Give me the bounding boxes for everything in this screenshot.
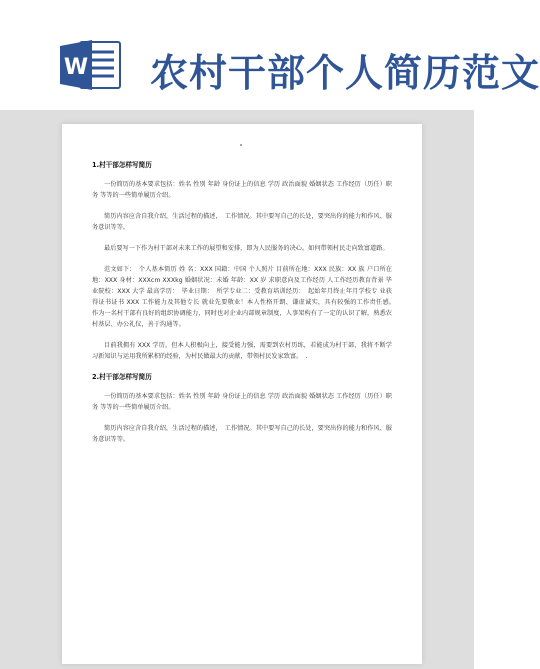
banner: [0, 0, 540, 110]
word-document-icon: [60, 40, 122, 90]
paragraph: 简历内容应含自我介绍，生活过程的描述， 工作情况。其中要写自己的长处，要突出你的能力和作风、服务意识等等。: [92, 425, 392, 443]
section-2: [92, 372, 392, 445]
decorative-dot: [240, 144, 242, 146]
document-page: [62, 124, 422, 664]
document-preview-area: [0, 110, 474, 669]
banner-title: 农村干部个人简历范文: [150, 50, 540, 95]
section-heading: 2.村干部怎样写简历: [92, 373, 152, 381]
paragraph: 一份简历的基本要求包括：姓名 性别 年龄 身份证上的信息 学历 政治面貌 婚姻状态 工作经历（历任）职务 等等的一些简单履历介绍。: [92, 181, 392, 199]
paragraph: 简历内容应含自我介绍，生活过程的描述， 工作情况。其中要写自己的长处，要突出你的能力和作风、服务意识等等。: [92, 213, 392, 231]
paragraph: 一份简历的基本要求包括：姓名 性别 年龄 身份证上的信息 学历 政治面貌 婚姻状态 工作经历（历任）职务 等等的一些简单履历介绍。: [92, 393, 392, 411]
section-1: [92, 160, 399, 362]
paragraph: 范文如下： 个人基本简历 姓 名：XXX 国籍：中国 个人照片 目前所在地：XXX 民族：XX 族 户口所在地：XXX 身材：XXXcm XXXkg 婚姻状况：未婚 年龄：XX 岁 求职意向及工作经历 人工作经历教育背景 毕业院校：XXX 大学 最高学历： 毕业日期： 所学专业二：受教育培训经历： 起始年月终止年月学校专 业获得证书证书 XXX 工作能力及其他专长 就业先要敬业！本人性格开朗、谦虚诚实，具有较强的工作责任感。 作为一名村干部有良好的组织协调能力，同时也对企业内部规章制度，人事架构有了一定的认识了解，熟悉农村基层、办公礼仪，善于沟通等。: [92, 266, 399, 328]
paragraph: 目前我拥有 XXX 学历，但本人积极向上，接受能力强，需要到农村历练，若能成为村干部，我将不断学习新知识与运用我所累积的经验，为村民做最大的贡献，带领村民发家致富。 .: [92, 342, 392, 360]
word-icon-letter: W: [63, 55, 89, 80]
section-heading: 1.村干部怎样写简历: [92, 161, 152, 169]
paragraph: 最后要写一下作为村干部对未来工作的展望和安排，即为人民服务的决心。如何带领村民走向致富道路。: [104, 245, 389, 252]
